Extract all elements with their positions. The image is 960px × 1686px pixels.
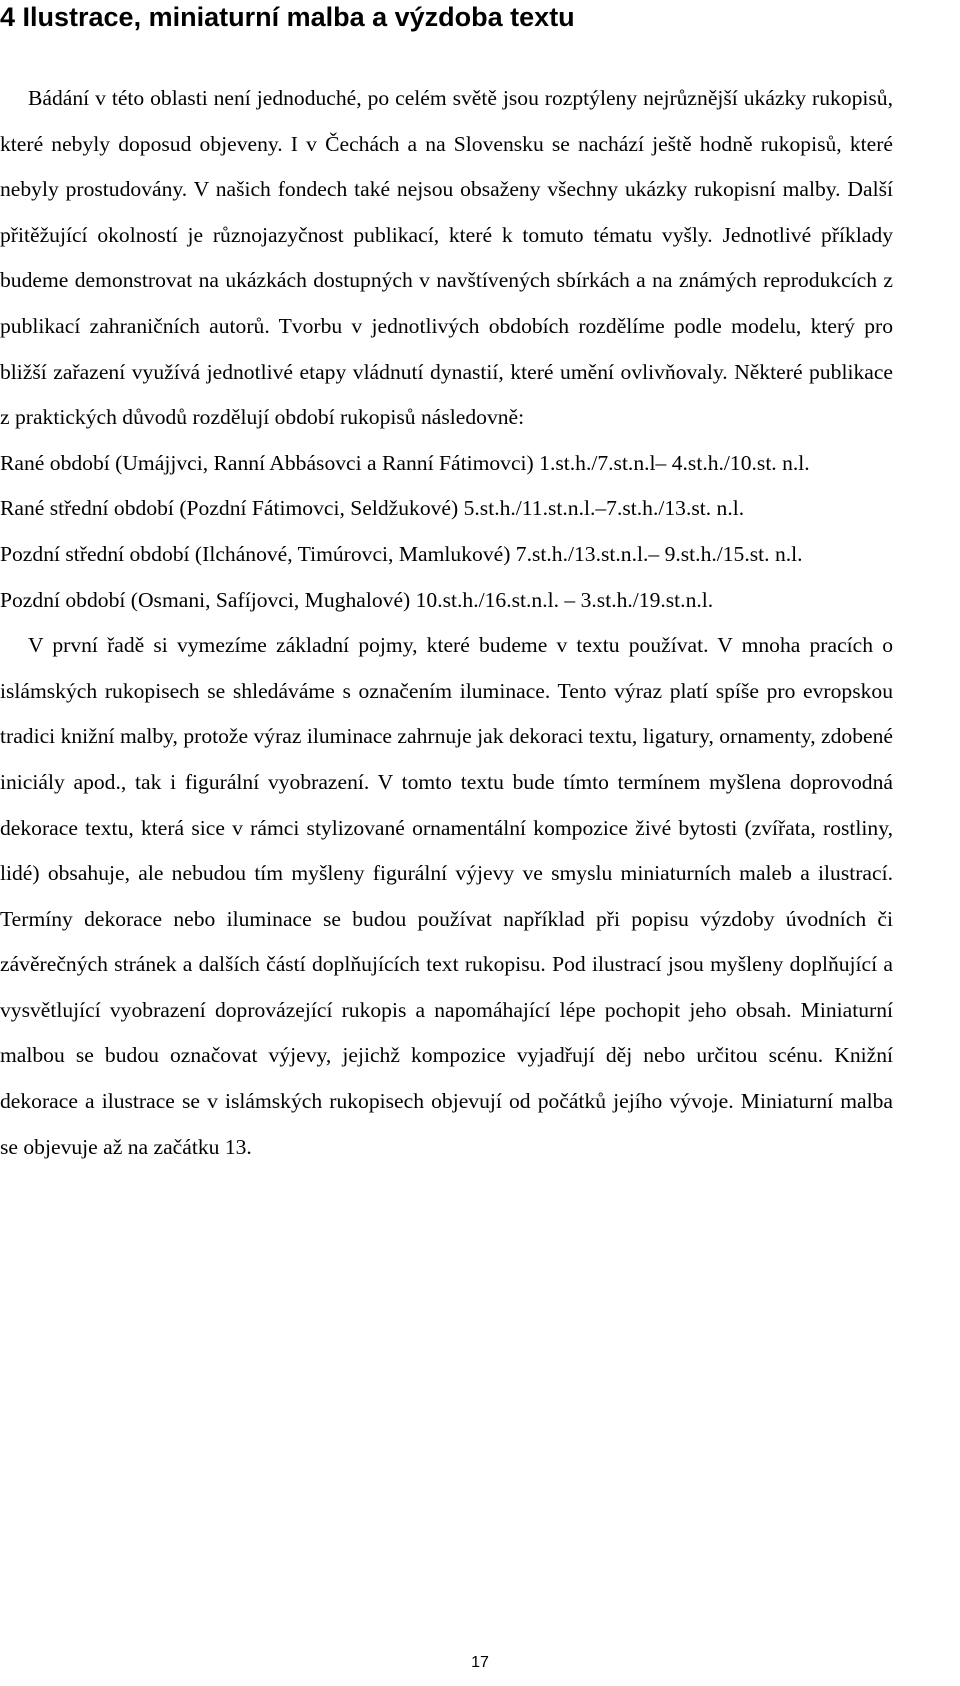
period-item: Pozdní období (Osmani, Safíjovci, Mughalové) 10.st.h./16.st.n.l. – 3.st.h./19.st.n.l. (0, 587, 714, 612)
paragraph-intro: Bádání v této oblasti není jednoduché, po celém světě jsou rozptýleny nejrůznější ukázky rukopisů, které nebyly doposud objeveny. I v Čechách a na Slovensku se nachází ještě hodně rukopisů, které nebyly prostudovány. V našich fondech také nejsou obsaženy všechny ukázky rukopisní malby. Další přitěžující okolností je různojazyčnost publikací, které k tomuto tématu vyšly. Jednotlivé příklady budeme demonstrovat na ukázkách dostupných v navštívených sbírkách a na známých reprodukcích z publikací zahraničních autorů. Tvorbu v jednotlivých obdobích rozdělíme podle modelu, který pro bližší zařazení využívá jednotlivé etapy vládnutí dynastií, které umění ovlivňovaly. Některé publikace z praktických důvodů rozdělují období rukopisů následovně: (0, 86, 893, 430)
period-item: Pozdní střední období (Ilchánové, Timúrovci, Mamlukové) 7.st.h./13.st.n.l.– 9.st.h./15.st. n.l. (0, 541, 803, 566)
paragraph-terms: V první řadě si vymezíme základní pojmy, které budeme v textu používat. V mnoha pracích o islámských rukopisech se shledáváme s označením iluminace. Tento výraz platí spíše pro evropskou tradici knižní malby, protože výraz iluminace zahrnuje jak dekoraci textu, ligatury, ornamenty, zdobené iniciály apod., tak i figurální vyobrazení. V tomto textu bude tímto termínem myšlena doprovodná dekorace textu, která sice v rámci stylizované ornamentální kompozice živé bytosti (zvířata, rostliny, lidé) obsahuje, ale nebudou tím myšleny figurální výjevy ve smyslu miniaturních maleb a ilustrací. Termíny dekorace nebo iluminace se budou používat například při popisu výzdoby úvodních či závěrečných stránek a dalších částí doplňujících text rukopisu. Pod ilustrací jsou myšleny doplňující a vysvětlující vyobrazení doprovázející rukopis a napomáhající lépe pochopit jeho obsah. Miniaturní malbou se budou označovat výjevy, jejichž kompozice vyjadřují děj nebo určitou scénu. Knižní dekorace a ilustrace se v islámských rukopisech objevují od počátků jejího vývoje. Miniaturní malba se objevuje až na začátku 13. (0, 633, 893, 1159)
period-item: Rané střední období (Pozdní Fátimovci, Seldžukové) 5.st.h./11.st.n.l.–7.st.h./13.st. n.l. (0, 496, 745, 521)
page-number: 17 (471, 1654, 489, 1671)
chapter-heading: 4 Ilustrace, miniaturní malba a výzdoba textu (0, 2, 575, 32)
body-text (0, 76, 893, 1170)
period-item: Rané období (Umájjvci, Ranní Abbásovci a Ranní Fátimovci) 1.st.h./7.st.n.l– 4.st.h./10.st. n.l. (0, 450, 810, 475)
